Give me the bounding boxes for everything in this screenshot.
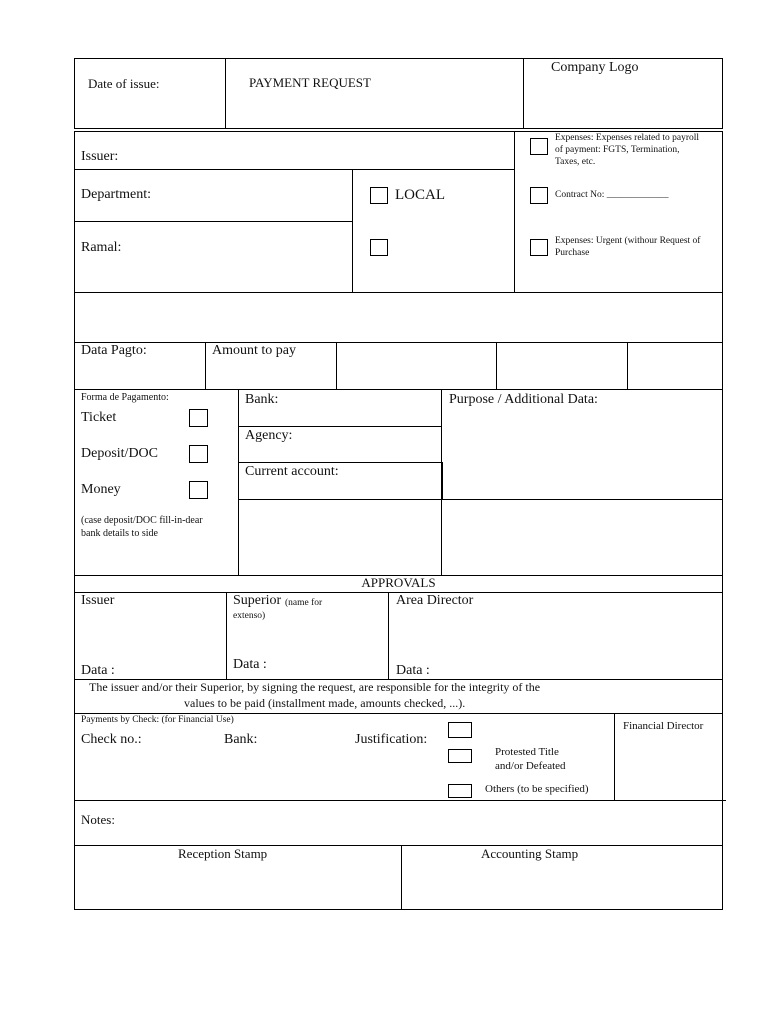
payment-method-title: Forma de Pagamento: — [81, 392, 169, 403]
date-of-issue-label: Date of issue: — [88, 76, 160, 91]
urgent-expenses-text: Expenses: Urgent (withour Request of Purchase — [555, 236, 701, 258]
contract-checkbox[interactable] — [530, 187, 548, 204]
payment-option-ticket: Ticket — [81, 410, 117, 425]
local-label: LOCAL — [395, 187, 445, 203]
deposit-checkbox[interactable] — [189, 445, 208, 463]
reception-stamp-label: Reception Stamp — [178, 846, 268, 861]
disclaimer-line-1: The issuer and/or their Superior, by signing the request, are responsible for the integrity of the — [89, 680, 541, 694]
check-payments-title: Payments by Check: (for Financial Use) — [81, 715, 234, 725]
protested-title-checkbox[interactable] — [448, 749, 472, 763]
approvals-title: APPROVALS — [361, 575, 436, 590]
approval-superior-note-line2: extenso) — [233, 611, 266, 621]
current-account-label: Current account: — [245, 464, 339, 479]
urgent-expenses-checkbox[interactable] — [530, 239, 548, 256]
others-label: Others (to be specified) — [485, 783, 589, 795]
contract-number-blank: _____________ — [606, 190, 669, 200]
bank-label: Bank: — [245, 392, 279, 407]
unlabeled-checkbox[interactable] — [370, 239, 388, 256]
accounting-stamp-label: Accounting Stamp — [481, 846, 579, 861]
financial-director-label: Financial Director — [623, 720, 704, 732]
payment-option-deposit: Deposit/DOC — [81, 446, 158, 461]
department-label: Department: — [81, 187, 151, 202]
approval-superior-date-label: Data : — [233, 657, 267, 672]
protested-title-line-1: Protested Title — [495, 746, 559, 758]
protested-title-line-2: and/or Defeated — [495, 760, 566, 772]
payroll-expenses-checkbox[interactable] — [530, 138, 548, 155]
approval-issuer-date-label: Data : — [81, 663, 115, 678]
disclaimer-line-2: values to be paid (installment made, amounts checked, ...). — [184, 696, 466, 710]
notes-label: Notes: — [81, 812, 115, 827]
purpose-label: Purpose / Additional Data: — [449, 392, 598, 407]
justification-checkbox-1[interactable] — [448, 722, 472, 738]
check-bank-label: Bank: — [224, 732, 258, 747]
justification-label: Justification: — [355, 732, 428, 747]
approval-superior-note-line1: (name for — [285, 598, 323, 608]
issuer-label: Issuer: — [81, 149, 119, 164]
page-title: PAYMENT REQUEST — [249, 75, 371, 90]
check-number-label: Check no.: — [81, 732, 142, 747]
contract-number-label: Contract No: — [555, 190, 605, 200]
payment-option-money: Money — [81, 482, 121, 497]
payment-date-label: Data Pagto: — [81, 343, 147, 358]
approval-area-director-label: Area Director — [396, 593, 474, 608]
local-checkbox[interactable] — [370, 187, 388, 204]
approval-issuer-label: Issuer — [81, 593, 115, 608]
others-checkbox[interactable] — [448, 784, 472, 798]
payment-method-note: (case deposit/DOC fill-in-dear bank details to side — [81, 515, 203, 539]
approval-superior-label: Superior — [233, 593, 282, 608]
company-logo-placeholder: Company Logo — [551, 60, 639, 75]
payroll-expenses-text: Expenses: Expenses related to payroll of payment: FGTS, Termination, Taxes, etc. — [555, 133, 700, 167]
contract-number-field — [555, 190, 668, 201]
money-checkbox[interactable] — [189, 481, 208, 499]
amount-to-pay-label: Amount to pay — [212, 343, 296, 358]
ticket-checkbox[interactable] — [189, 409, 208, 427]
approval-director-date-label: Data : — [396, 663, 430, 678]
agency-label: Agency: — [245, 428, 293, 443]
ramal-label: Ramal: — [81, 240, 122, 255]
